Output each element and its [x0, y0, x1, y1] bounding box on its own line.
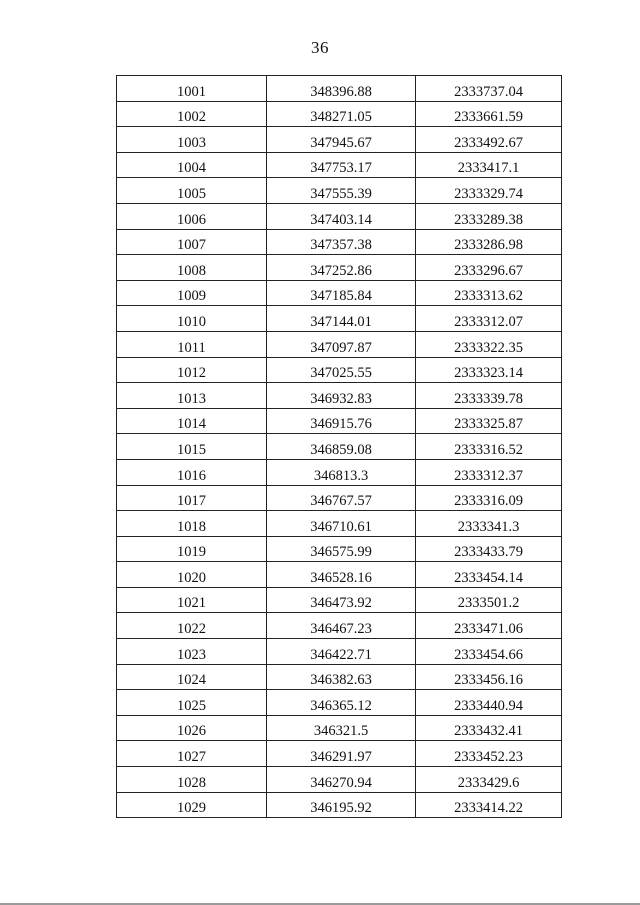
- y-coordinate-cell: 2333454.66: [416, 639, 562, 665]
- y-coordinate-cell: 2333316.09: [416, 485, 562, 511]
- table-row: [117, 127, 562, 153]
- point-id-cell: 1028: [117, 767, 267, 793]
- x-coordinate-cell: 346710.61: [267, 511, 416, 537]
- x-coordinate-cell: 346767.57: [267, 485, 416, 511]
- point-id-cell: 1011: [117, 331, 267, 357]
- x-coordinate-cell: 346915.76: [267, 408, 416, 434]
- table-row: [117, 741, 562, 767]
- y-coordinate-cell: 2333341.3: [416, 511, 562, 537]
- x-coordinate-cell: 346291.97: [267, 741, 416, 767]
- x-coordinate-cell: 346575.99: [267, 536, 416, 562]
- table-row: [117, 76, 562, 102]
- x-coordinate-cell: 346813.3: [267, 459, 416, 485]
- y-coordinate-cell: 2333325.87: [416, 408, 562, 434]
- point-id-cell: 1027: [117, 741, 267, 767]
- x-coordinate-cell: 346270.94: [267, 767, 416, 793]
- x-coordinate-cell: 348396.88: [267, 76, 416, 102]
- y-coordinate-cell: 2333432.41: [416, 715, 562, 741]
- point-id-cell: 1014: [117, 408, 267, 434]
- point-id-cell: 1008: [117, 255, 267, 281]
- table-row: [117, 792, 562, 818]
- x-coordinate-cell: 346321.5: [267, 715, 416, 741]
- y-coordinate-cell: 2333501.2: [416, 587, 562, 613]
- y-coordinate-cell: 2333452.23: [416, 741, 562, 767]
- table-row: [117, 203, 562, 229]
- point-id-cell: 1012: [117, 357, 267, 383]
- point-id-cell: 1004: [117, 152, 267, 178]
- x-coordinate-cell: 347144.01: [267, 306, 416, 332]
- table-row: [117, 613, 562, 639]
- point-id-cell: 1005: [117, 178, 267, 204]
- table-row: [117, 767, 562, 793]
- table-row: [117, 690, 562, 716]
- point-id-cell: 1019: [117, 536, 267, 562]
- point-id-cell: 1009: [117, 280, 267, 306]
- point-id-cell: 1022: [117, 613, 267, 639]
- table-row: [117, 255, 562, 281]
- x-coordinate-cell: 347025.55: [267, 357, 416, 383]
- table-row: [117, 408, 562, 434]
- table-row: [117, 331, 562, 357]
- y-coordinate-cell: 2333417.1: [416, 152, 562, 178]
- table-row: [117, 562, 562, 588]
- point-id-cell: 1024: [117, 664, 267, 690]
- point-id-cell: 1006: [117, 203, 267, 229]
- x-coordinate-cell: 346467.23: [267, 613, 416, 639]
- y-coordinate-cell: 2333339.78: [416, 383, 562, 409]
- table-row: [117, 459, 562, 485]
- point-id-cell: 1010: [117, 306, 267, 332]
- y-coordinate-cell: 2333433.79: [416, 536, 562, 562]
- x-coordinate-cell: 346528.16: [267, 562, 416, 588]
- x-coordinate-cell: 347555.39: [267, 178, 416, 204]
- x-coordinate-cell: 346195.92: [267, 792, 416, 818]
- point-id-cell: 1021: [117, 587, 267, 613]
- x-coordinate-cell: 347753.17: [267, 152, 416, 178]
- table-row: [117, 485, 562, 511]
- point-id-cell: 1023: [117, 639, 267, 665]
- x-coordinate-cell: 346932.83: [267, 383, 416, 409]
- y-coordinate-cell: 2333313.62: [416, 280, 562, 306]
- y-coordinate-cell: 2333429.6: [416, 767, 562, 793]
- point-id-cell: 1025: [117, 690, 267, 716]
- x-coordinate-cell: 347357.38: [267, 229, 416, 255]
- table-row: [117, 536, 562, 562]
- y-coordinate-cell: 2333414.22: [416, 792, 562, 818]
- table-row: [117, 715, 562, 741]
- x-coordinate-cell: 346422.71: [267, 639, 416, 665]
- point-id-cell: 1013: [117, 383, 267, 409]
- point-id-cell: 1003: [117, 127, 267, 153]
- table-row: [117, 357, 562, 383]
- table-row: [117, 434, 562, 460]
- x-coordinate-cell: 347252.86: [267, 255, 416, 281]
- x-coordinate-cell: 347185.84: [267, 280, 416, 306]
- y-coordinate-cell: 2333322.35: [416, 331, 562, 357]
- coordinate-table: [116, 75, 562, 818]
- table-row: [117, 280, 562, 306]
- table-row: [117, 511, 562, 537]
- y-coordinate-cell: 2333440.94: [416, 690, 562, 716]
- table-row: [117, 178, 562, 204]
- page-number: 36: [311, 38, 329, 57]
- y-coordinate-cell: 2333316.52: [416, 434, 562, 460]
- x-coordinate-cell: 346859.08: [267, 434, 416, 460]
- y-coordinate-cell: 2333312.37: [416, 459, 562, 485]
- table-row: [117, 639, 562, 665]
- y-coordinate-cell: 2333471.06: [416, 613, 562, 639]
- x-coordinate-cell: 347097.87: [267, 331, 416, 357]
- point-id-cell: 1007: [117, 229, 267, 255]
- table-row: [117, 306, 562, 332]
- point-id-cell: 1020: [117, 562, 267, 588]
- y-coordinate-cell: 2333323.14: [416, 357, 562, 383]
- point-id-cell: 1016: [117, 459, 267, 485]
- point-id-cell: 1017: [117, 485, 267, 511]
- table-row: [117, 587, 562, 613]
- table-row: [117, 101, 562, 127]
- y-coordinate-cell: 2333737.04: [416, 76, 562, 102]
- x-coordinate-cell: 348271.05: [267, 101, 416, 127]
- coordinate-table-body: [117, 76, 562, 818]
- point-id-cell: 1002: [117, 101, 267, 127]
- table-row: [117, 152, 562, 178]
- table-row: [117, 229, 562, 255]
- x-coordinate-cell: 346382.63: [267, 664, 416, 690]
- x-coordinate-cell: 347945.67: [267, 127, 416, 153]
- table-row: [117, 664, 562, 690]
- point-id-cell: 1026: [117, 715, 267, 741]
- point-id-cell: 1001: [117, 76, 267, 102]
- point-id-cell: 1018: [117, 511, 267, 537]
- y-coordinate-cell: 2333454.14: [416, 562, 562, 588]
- y-coordinate-cell: 2333492.67: [416, 127, 562, 153]
- point-id-cell: 1029: [117, 792, 267, 818]
- y-coordinate-cell: 2333286.98: [416, 229, 562, 255]
- y-coordinate-cell: 2333329.74: [416, 178, 562, 204]
- y-coordinate-cell: 2333456.16: [416, 664, 562, 690]
- y-coordinate-cell: 2333289.38: [416, 203, 562, 229]
- x-coordinate-cell: 347403.14: [267, 203, 416, 229]
- table-row: [117, 383, 562, 409]
- x-coordinate-cell: 346365.12: [267, 690, 416, 716]
- y-coordinate-cell: 2333312.07: [416, 306, 562, 332]
- y-coordinate-cell: 2333661.59: [416, 101, 562, 127]
- y-coordinate-cell: 2333296.67: [416, 255, 562, 281]
- point-id-cell: 1015: [117, 434, 267, 460]
- x-coordinate-cell: 346473.92: [267, 587, 416, 613]
